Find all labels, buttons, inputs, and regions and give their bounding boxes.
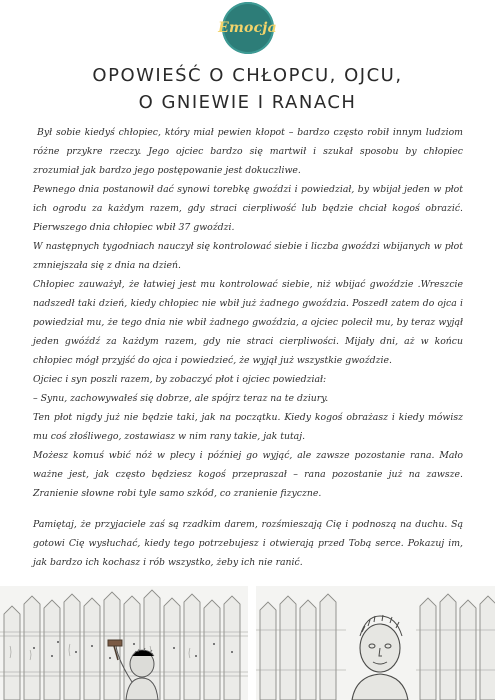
story-paragraph: Był sobie kiedyś chłopiec, który miał pewien kłopot – bardzo często robił innym ludziom różne przykre rzeczy. Jego ojciec bardzo się martwił i szukał sposobu by chłopiec zrozumiał jak bardzo jego postępowanie jest dokuczliwe. (33, 127, 463, 176)
story-body (33, 123, 463, 572)
story-paragraph: Możesz komuś wbić nóż w plecy i później go wyjąć, ale zawsze pozostanie rana. Mało ważne jest, jak często będziesz kogoś przepraszał – rana pozostanie już na zawsze. Zranienie słowne robi tyle samo szkód, co zranienie fizyczne. (33, 450, 463, 499)
story-paragraph: Chłopiec zauważył, że łatwiej jest mu kontrolować siebie, niż wbijać gwoździe .Wreszcie nadszedł taki dzień, kiedy chłopiec nie wbił już żadnego gwoździa. Poszedł zatem do ojca i powiedział mu, że tego dnia nie wbił żadnego gwoździa, a ojciec polecił mu, by teraz wyjął jeden gwóźdź za każdym razem, gdy nie straci cierpliwości. Mijały dni, aż w końcu chłopiec mógł przyjść do ojca i powiedzieć, że wyjął już wszystkie gwoździe. (33, 279, 463, 366)
story-title (0, 62, 495, 116)
story-title-line-1: OPOWIEŚĆ O CHŁOPCU, OJCU, (92, 65, 403, 86)
story-paragraph: Ojciec i syn poszli razem, by zobaczyć płot i ojciec powiedział: (33, 374, 327, 385)
story-paragraph: Ten płot nigdy już nie będzie taki, jak na początku. Kiedy kogoś obrażasz i kiedy mówisz mu coś złośliwego, zostawiasz w nim rany takie, jak tutaj. (33, 412, 463, 442)
story-paragraph: W następnych tygodniach nauczył się kontrolować siebie i liczba gwoździ wbijanych w płot zmniejszała się z dnia na dzień. (33, 241, 463, 271)
logo-container (0, 2, 495, 54)
story-closing: Pamiętaj, że przyjaciele zaś są rzadkim darem, rozśmieszają Cię i podnoszą na duchu. Są gotowi Cię wysłuchać, kiedy tego potrzebujesz i otwierają przed Tobą serce. Pokazuj im, jak bardzo ich kochasz i rób wszystko, żeby ich nie ranić. (33, 519, 463, 568)
logo-wordmark: Emocja (218, 20, 277, 36)
fence-boy-hammer-illustration (0, 586, 248, 700)
emocja-logo (218, 2, 277, 54)
story-paragraph: – Synu, zachowywałeś się dobrze, ale spójrz teraz na te dziury. (33, 393, 329, 404)
story-title-line-2: O GNIEWIE I RANACH (138, 92, 357, 113)
story-paragraph: Pewnego dnia postanowił dać synowi torebkę gwoździ i powiedział, by wbijał jeden w płot ich ogrodu za każdym razem, gdy straci cierpliwość lub będzie chciał kogoś obrazić. Pierwszego dnia chłopiec wbił 37 gwoździ. (33, 184, 463, 233)
fence-boy-portrait-illustration (256, 586, 495, 700)
illustrations (0, 586, 495, 700)
